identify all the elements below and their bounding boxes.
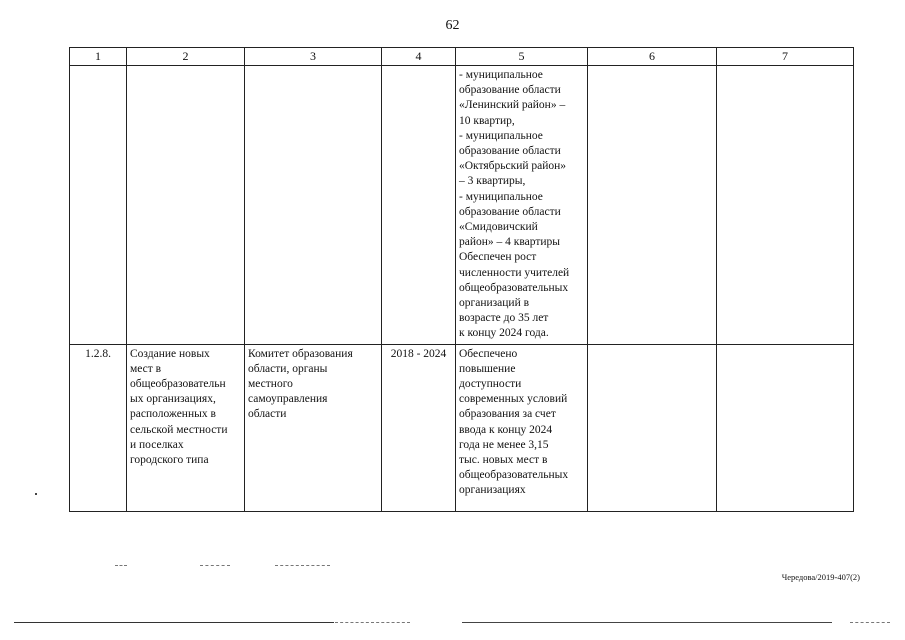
cell-text-line: Обеспечен рост — [459, 251, 537, 264]
header-col-7: 7 — [717, 48, 854, 66]
table-row — [70, 66, 854, 345]
cell-measure — [127, 66, 245, 345]
cell-text-line: городского типа — [130, 454, 209, 467]
cell-col-6 — [588, 344, 717, 511]
cell-text-line: общеобразовательных — [459, 281, 569, 294]
cell-measure — [127, 344, 245, 511]
scan-edge-line — [462, 622, 832, 623]
cell-text-line: местного — [248, 378, 293, 391]
cell-text-line: - муниципальное — [459, 190, 543, 203]
cell-period — [382, 66, 456, 345]
cell-text-line: сельской местности — [130, 423, 228, 436]
cell-text-line: Создание новых — [130, 347, 210, 360]
cell-text-line: «Смидовичский — [459, 221, 538, 234]
cell-text-line: расположенных в — [130, 408, 216, 421]
cell-text-line: общеобразовательн — [130, 378, 226, 391]
cell-text-line: Комитет образования — [248, 347, 353, 360]
scan-edge-line — [335, 622, 410, 624]
header-col-1: 1 — [70, 48, 127, 66]
cell-text-line: к концу 2024 года. — [459, 327, 549, 340]
cell-text-line: - муниципальное — [459, 129, 543, 142]
cell-text-line: район» – 4 квартиры — [459, 236, 561, 249]
cell-text-line: «Ленинский район» – — [459, 99, 566, 112]
cell-col-6 — [588, 66, 717, 345]
cell-text-line: организациях — [459, 484, 526, 497]
cell-responsible — [245, 66, 382, 345]
cell-text-line: Обеспечено — [459, 347, 518, 360]
cell-text-line: – 3 квартиры, — [459, 175, 526, 188]
cell-period: 2018 - 2024 — [382, 344, 456, 511]
cell-number: 1.2.8. — [70, 344, 127, 511]
cell-result — [456, 66, 588, 345]
cell-text-line: и поселках — [130, 438, 184, 451]
cell-text-line: организаций в — [459, 297, 530, 310]
scan-edge-line — [850, 622, 890, 624]
cell-text-line: численности учителей — [459, 266, 570, 279]
cell-text-line: области — [248, 408, 287, 421]
cell-text-line: года не менее 3,15 — [459, 438, 549, 451]
cell-text-line: образования за счет — [459, 408, 556, 421]
header-col-5: 5 — [456, 48, 588, 66]
header-col-4: 4 — [382, 48, 456, 66]
cell-number — [70, 66, 127, 345]
cell-result — [456, 344, 588, 511]
cell-text-line: ых организациях, — [130, 393, 216, 406]
cell-text-line: «Октябрьский район» — [459, 160, 567, 173]
cell-text-line: ввода к концу 2024 — [459, 423, 553, 436]
cell-text-line: области, органы — [248, 362, 328, 375]
cell-text-line: тыс. новых мест в — [459, 454, 548, 467]
measures-table — [69, 47, 854, 512]
cell-text-line: образование области — [459, 145, 561, 158]
scan-speck — [35, 493, 37, 495]
cell-col-7 — [717, 66, 854, 345]
cell-text-line: доступности — [459, 378, 522, 391]
page-number: 62 — [445, 18, 460, 33]
header-col-2: 2 — [127, 48, 245, 66]
cell-text-line: возрасте до 35 лет — [459, 312, 549, 325]
cell-text-line: самоуправления — [248, 393, 328, 406]
cell-text-line: общеобразовательных — [459, 469, 569, 482]
header-row — [70, 48, 854, 66]
cell-text-line: мест в — [130, 362, 162, 375]
header-col-6: 6 — [588, 48, 717, 66]
document-code: Чередова/2019-407(2) — [781, 572, 860, 582]
scan-mark — [275, 565, 330, 567]
cell-col-7 — [717, 344, 854, 511]
scan-mark — [115, 565, 127, 567]
cell-text-line: образование области — [459, 84, 561, 97]
cell-text-line: 10 квартир, — [459, 114, 515, 127]
cell-text-line: современных условий — [459, 393, 568, 406]
header-col-3: 3 — [245, 48, 382, 66]
cell-text-line: - муниципальное — [459, 69, 543, 81]
cell-text-line: образование области — [459, 205, 561, 218]
cell-text-line: повышение — [459, 362, 516, 375]
table-row — [70, 344, 854, 511]
scan-mark — [200, 565, 230, 567]
cell-responsible — [245, 344, 382, 511]
scan-edge-line — [14, 622, 334, 623]
